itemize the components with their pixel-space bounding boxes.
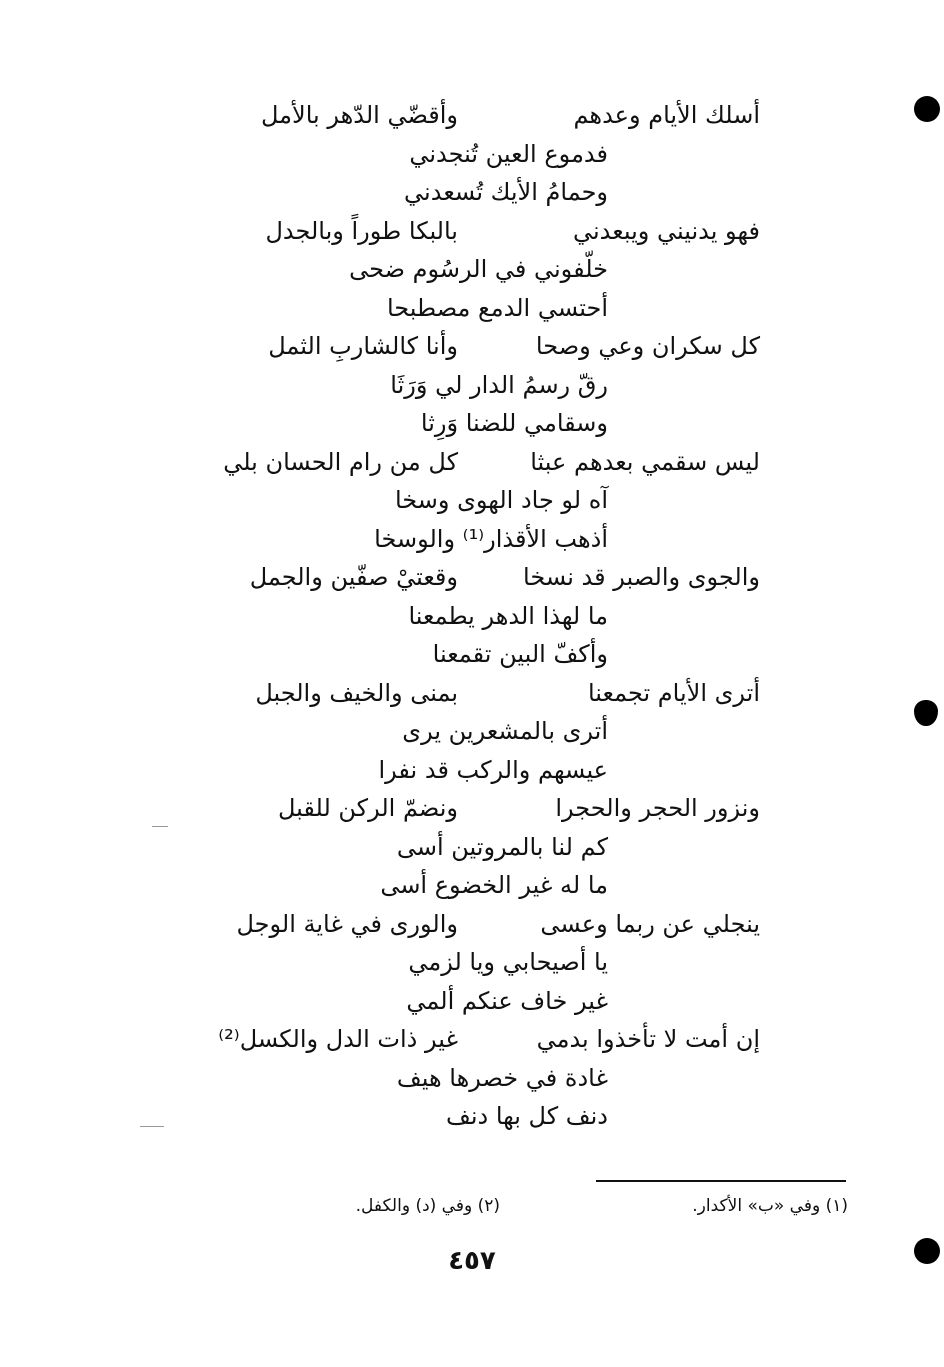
- poem-body: [150, 96, 770, 1136]
- poem-line: [150, 212, 770, 251]
- poem-line: [150, 905, 770, 944]
- poem-line: [150, 1097, 770, 1136]
- first-hemistich: فهو يدنيني ويبعدني: [572, 216, 760, 245]
- inset-verse: أترى بالمشعرين يرى: [402, 717, 608, 745]
- poem-line: [150, 982, 770, 1021]
- poem-line: [150, 1020, 770, 1059]
- second-hemistich: وأنا كالشاربِ الثمل: [268, 332, 458, 360]
- footnote-1: (١) وفي «ب» الأكدار.: [692, 1196, 848, 1216]
- first-hemistich: أسلك الأيام وعدهم: [573, 101, 760, 129]
- inset-verse: يا أصيحابي ويا لزمي: [408, 948, 608, 976]
- first-hemistich: إن أمت لا تأخذوا بدمي: [536, 1025, 760, 1053]
- poem-line: [150, 674, 770, 713]
- inset-verse: فدموع العين تُنجدني: [409, 139, 608, 168]
- second-hemistich: ونضمّ الركن للقبل: [277, 794, 458, 822]
- poem-line: [150, 173, 770, 212]
- poem-line: [150, 635, 770, 674]
- poem-line: [150, 404, 770, 443]
- poem-line: [150, 250, 770, 289]
- page-number: ٤٥٧: [448, 1246, 496, 1276]
- inset-verse: وحمامُ الأيك تُسعدني: [404, 178, 608, 206]
- inset-verse: ما له غير الخضوع أسى: [380, 871, 608, 899]
- poem-line: [150, 135, 770, 174]
- poem-line: [150, 828, 770, 867]
- first-hemistich: ينجلي عن ربما وعسى: [540, 909, 760, 938]
- second-hemistich: وأقضّي الدّهر بالأمل: [261, 101, 458, 129]
- poem-line: [150, 443, 770, 482]
- poem-line: [150, 96, 770, 135]
- second-hemistich: والورى في غاية الوجل: [236, 909, 458, 938]
- binding-hole-mark: [914, 96, 940, 122]
- inset-verse: وأكفّ البين تقمعنا: [432, 640, 608, 668]
- second-hemistich: غير ذات الدل والكسل⁽²⁾: [218, 1025, 458, 1053]
- first-hemistich: والجوى والصبر قد نسخا: [523, 563, 760, 591]
- poem-line: [150, 558, 770, 597]
- binding-hole-mark: [914, 700, 938, 726]
- inset-verse: غادة في خصرها هيف: [396, 1063, 608, 1092]
- poem-line: [150, 481, 770, 520]
- inset-verse: آه لو جاد الهوى وسخا: [394, 486, 608, 514]
- inset-verse: كم لنا بالمروتين أسى: [396, 832, 608, 861]
- poem-line: [150, 866, 770, 905]
- first-hemistich: أترى الأيام تجمعنا: [587, 678, 760, 707]
- second-hemistich: بالبكا طوراً وبالجدل: [265, 216, 458, 245]
- inset-verse: أحتسي الدمع مصطبحا: [386, 293, 608, 322]
- inset-verse: عيسهم والركب قد نفرا: [378, 755, 608, 784]
- poem-line: [150, 751, 770, 790]
- first-hemistich: ونزور الحجر والحجرا: [555, 794, 760, 822]
- inset-verse: دنف كل بها دنف: [446, 1102, 608, 1130]
- scan-speck: [140, 1126, 164, 1127]
- poem-line: [150, 289, 770, 328]
- second-hemistich: وقعتيْ صفّين والجمل: [249, 563, 458, 591]
- second-hemistich: بمنى والخيف والجبل: [255, 678, 458, 707]
- first-hemistich: ليس سقمي بعدهم عبثا: [530, 447, 760, 476]
- footnote-2: (٢) وفي (د) والكفل.: [355, 1196, 500, 1216]
- poem-line: [150, 597, 770, 636]
- inset-verse: أذهب الأقذار⁽¹⁾ والوسخا: [374, 524, 608, 553]
- second-hemistich: كل من رام الحسان بلي: [223, 447, 458, 476]
- poem-line: [150, 520, 770, 559]
- poem-line: [150, 1059, 770, 1098]
- inset-verse: رقّ رسمُ الدار لي وَرَثَا: [390, 370, 608, 399]
- first-hemistich: كل سكران وعي وصحا: [535, 332, 760, 360]
- inset-verse: ما لهذا الدهر يطمعنا: [408, 601, 608, 630]
- inset-verse: خلّفوني في الرسُوم ضحى: [349, 255, 608, 283]
- poem-line: [150, 943, 770, 982]
- poem-line: [150, 366, 770, 405]
- poem-line: [150, 789, 770, 828]
- scan-speck: [152, 826, 168, 827]
- binding-hole-mark: [914, 1238, 940, 1264]
- poem-line: [150, 712, 770, 751]
- inset-verse: وسقامي للضنا وَرِثا: [420, 409, 608, 437]
- footnote-separator: [596, 1180, 846, 1182]
- inset-verse: غير خاف عنكم ألمي: [406, 986, 608, 1015]
- poem-line: [150, 327, 770, 366]
